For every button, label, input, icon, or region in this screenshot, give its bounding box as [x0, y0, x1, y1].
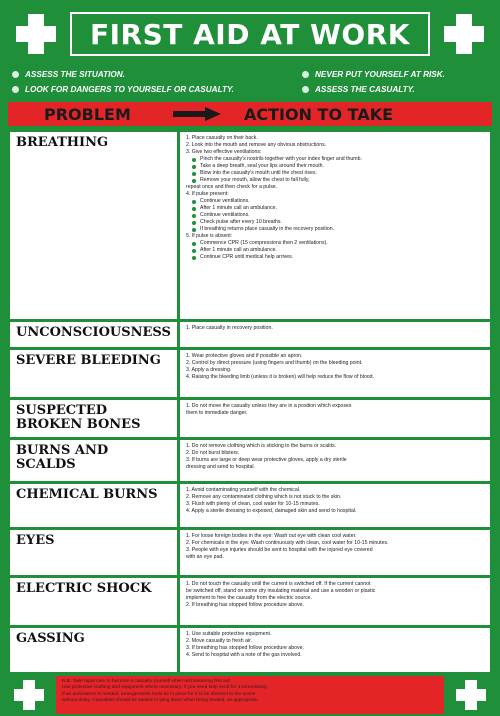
footer-note-line: Use protective clothing and equipment where necessary. If you need help send for it immediately. [62, 685, 268, 691]
action-line: implement to free the casualty from the electric source. [186, 595, 312, 601]
action-cell [180, 628, 490, 672]
action-cell [180, 400, 490, 437]
action-line: Blow into the casualty's mouth until the chest rises. [186, 170, 484, 177]
action-line: 1. Wear protective gloves and if possible an apron. [186, 353, 303, 359]
problem-label: CHEMICAL BURNS [10, 484, 180, 527]
action-line: 3. If breathing has stopped follow procedure above. [186, 645, 304, 651]
action-line: After 1 minute call an ambulance. [186, 247, 484, 254]
table-row [10, 350, 490, 400]
action-line: Take a deep breath, seal your lips around their mouth. [186, 163, 484, 170]
poster-title: FIRST AID AT WORK [90, 17, 410, 51]
action-line: 2. Control by direct pressure (using fingers and thumb) on the bleeding point. [186, 360, 363, 366]
action-line: 3. Give two effective ventilations: [186, 149, 262, 155]
action-line: Continue CPR until medical help arrives. [186, 254, 484, 261]
safety-bullets [10, 68, 490, 98]
action-line: 1. Avoid contaminating yourself with the chemical. [186, 487, 301, 493]
action-line: 3. Flush with plenty of clean, cool water for 10-15 minutes. [186, 501, 320, 507]
action-line: 3. Apply a dressing. [186, 367, 232, 373]
action-line: 2. If breathing has stopped follow procedure above. [186, 602, 304, 608]
action-line: Commence CPR (15 compressions then 2 ventilations). [186, 240, 484, 247]
bullet-text: ASSESS THE SITUATION. [25, 70, 125, 79]
bullet-dot-icon [12, 86, 19, 93]
table-row [10, 132, 490, 322]
action-cell [180, 322, 490, 347]
problem-label: GASSING [10, 628, 180, 672]
bullet-item [302, 70, 445, 79]
action-line: Check pulse after every 10 breaths. [186, 219, 484, 226]
footer-note [56, 676, 444, 714]
table-row [10, 530, 490, 578]
action-cell [180, 530, 490, 575]
title-bar [70, 12, 430, 56]
action-line: 4. Raising the bleeding limb (unless it is broken) will help reduce the flow of blood. [186, 374, 375, 380]
action-line: 1. Place casualty in recovery position. [186, 325, 273, 331]
problem-action-bar [8, 102, 492, 126]
action-line: be switched off, stand on some dry insulating material and use a wooden or plastic [186, 588, 376, 594]
action-line: 1. Place casualty on their back. [186, 135, 258, 141]
action-line: 4. If pulse present: [186, 191, 229, 197]
problem-heading: PROBLEM [44, 104, 131, 124]
action-cell [180, 350, 490, 397]
bullet-text: NEVER PUT YOURSELF AT RISK. [315, 70, 445, 79]
action-line: with an eye pad. [186, 554, 224, 560]
action-cell [180, 578, 490, 625]
problem-label: ELECTRIC SHOCK [10, 578, 180, 625]
action-line: Continue ventilations. [186, 198, 484, 205]
action-cell [180, 484, 490, 527]
first-aid-cross-icon [452, 676, 490, 714]
table-row [10, 400, 490, 440]
first-aid-cross-icon [438, 8, 490, 60]
table-row [10, 484, 490, 530]
poster-header [6, 6, 494, 58]
action-line: 2. For chemicals in the eye: Wash continuously with clean, cool water for 10-15 minutes. [186, 540, 389, 546]
action-line: 2. Remove any contaminated clothing which is not stuck to the skin. [186, 494, 342, 500]
action-line: 4. Send to hospital with a note of the gas involved. [186, 652, 302, 658]
table-row [10, 628, 490, 672]
bullet-item [302, 85, 415, 94]
action-line: 1. Use suitable protective equipment. [186, 631, 272, 637]
arrow-right-icon [173, 107, 221, 121]
first-aid-cross-icon [10, 8, 62, 60]
action-line: 2. Move casualty to fresh air. [186, 638, 253, 644]
action-line: 1. For loose foreign bodies in the eye: Wash out eye with clean cool water. [186, 533, 357, 539]
action-line: 2. Look into the mouth and remove any obvious obstructions. [186, 142, 327, 148]
action-line: them to immediate danger. [186, 410, 248, 416]
footer-note-line: without delay. Casualties should be seated or lying down when being treated, as appropriate. [62, 698, 259, 704]
action-line: Continue ventilations. [186, 212, 484, 219]
action-line: dressing and send to hospital. [186, 464, 255, 470]
bullet-dot-icon [12, 71, 19, 78]
action-line: 5. If pulse is absent: [186, 233, 233, 239]
bullet-text: ASSESS THE CASUALTY. [315, 85, 415, 94]
problem-label: BURNS AND SCALDS [10, 440, 180, 481]
problem-label: EYES [10, 530, 180, 575]
action-line: If breathing returns place casualty in the recovery position. [186, 226, 484, 233]
problem-label: UNCONSCIOUSNESS [10, 322, 180, 347]
bullet-item [12, 85, 234, 94]
action-cell [180, 132, 490, 319]
action-line: 1. Do not remove clothing which is sticking to the burns or scalds. [186, 443, 337, 449]
problem-label: SUSPECTED BROKEN BONES [10, 400, 180, 437]
table-row [10, 578, 490, 628]
action-line: 4. Apply a sterile dressing to exposed, damaged skin and send to hospital. [186, 508, 357, 514]
problem-label: SEVERE BLEEDING [10, 350, 180, 397]
bullet-dot-icon [302, 86, 309, 93]
first-aid-cross-icon [10, 676, 48, 714]
first-aid-table [8, 130, 492, 674]
action-line: 3. People with eye injuries should be sent to hospital with the injured eye covered [186, 547, 373, 553]
table-row [10, 322, 490, 350]
table-row [10, 440, 490, 484]
action-line: repeat once and then check for a pulse. [186, 184, 278, 190]
bullet-item [12, 70, 125, 79]
action-line: Remove your mouth, allow the chest to fall fully, [186, 177, 484, 184]
action-line: 3. If burns are large or deep wear protective gloves, apply a dry sterile [186, 457, 347, 463]
action-line: 2. Do not burst blisters. [186, 450, 240, 456]
action-line: 1. Do not move the casualty unless they are in a position which exposes [186, 403, 352, 409]
action-line: 1. Do not touch the casualty until the current is switched off. If the current cannot [186, 581, 371, 587]
action-heading: ACTION TO TAKE [244, 104, 394, 124]
footer-note-line: N.B. Take rapid care to become a casualty yourself when administering first aid. [62, 679, 231, 684]
action-cell [180, 440, 490, 481]
poster-footer [6, 676, 494, 716]
bullet-dot-icon [302, 71, 309, 78]
footer-note-line: If an ambulance is needed, arrangements must be in place for it to be directed to the scene [62, 691, 256, 697]
action-line: After 1 minute call an ambulance. [186, 205, 484, 212]
bullet-text: LOOK FOR DANGERS TO YOURSELF OR CASUALTY. [25, 85, 234, 94]
action-line: Pinch the casualty's nostrils together with your index finger and thumb. [186, 156, 484, 163]
problem-label: BREATHING [10, 132, 180, 319]
